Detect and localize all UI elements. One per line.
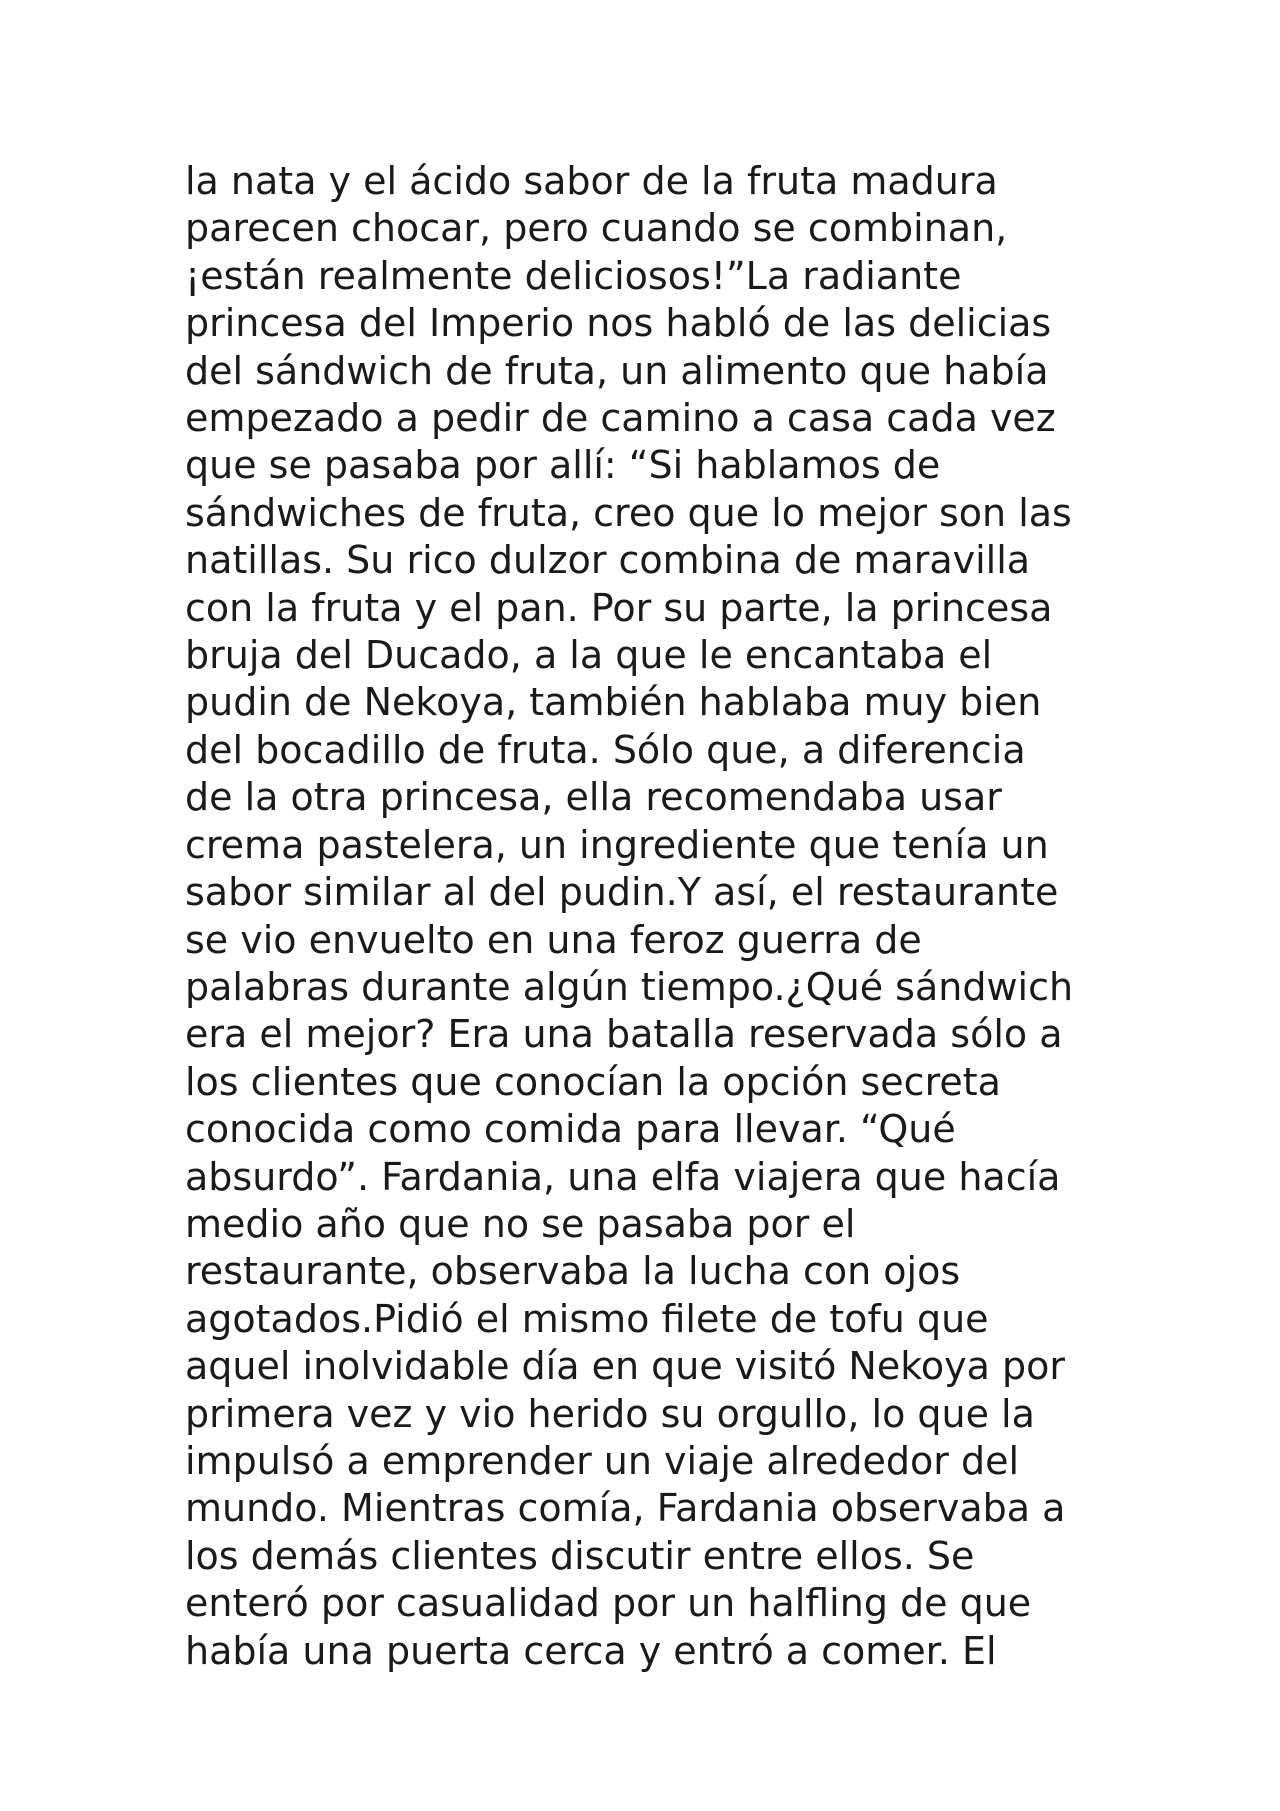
body-text (185, 158, 1185, 1675)
text-line: empezado a pedir de camino a casa cada vez (185, 396, 1056, 441)
text-line: del sándwich de fruta, un alimento que había (185, 348, 1049, 393)
text-line: conocida como comida para llevar. “Qué (185, 1107, 956, 1152)
text-line: restaurante, observaba la lucha con ojos (185, 1249, 961, 1294)
text-line: pudin de Nekoya, también hablaba muy bien (185, 680, 1042, 725)
text-line: había una puerta cerca y entró a comer. El (185, 1628, 997, 1673)
text-line: se vio envuelto en una feroz guerra de (185, 917, 922, 962)
text-line: primera vez y vio herido su orgullo, lo que la (185, 1391, 1035, 1436)
text-line: los demás clientes discutir entre ellos. Se (185, 1533, 975, 1578)
text-line: enteró por casualidad por un halfling de que (185, 1581, 1032, 1626)
text-line: bruja del Ducado, a la que le encantaba el (185, 633, 993, 678)
text-line: la nata y el ácido sabor de la fruta madura (185, 159, 998, 203)
text-line: absurdo”. Fardania, una elfa viajera que hacía (185, 1154, 1061, 1199)
text-line: medio año que no se pasaba por el (185, 1201, 856, 1246)
text-line: crema pastelera, un ingrediente que tenía un (185, 822, 1049, 867)
text-line: natillas. Su rico dulzor combina de maravilla (185, 538, 1031, 583)
text-line: agotados.Pidió el mismo filete de tofu que (185, 1296, 989, 1341)
text-line: impulsó a emprender un viaje alrededor del (185, 1438, 1020, 1483)
text-line: con la fruta y el pan. Por su parte, la princesa (185, 585, 1053, 630)
text-line: sándwiches de fruta, creo que lo mejor son las (185, 490, 1072, 535)
text-line: mundo. Mientras comía, Fardania observaba a (185, 1486, 1066, 1531)
text-line: los clientes que conocían la opción secreta (185, 1059, 1001, 1104)
text-line: de la otra princesa, ella recomendaba usar (185, 775, 1002, 820)
text-line: aquel inolvidable día en que visitó Nekoya por (185, 1344, 1065, 1389)
text-line: princesa del Imperio nos habló de las delicias (185, 301, 1052, 346)
text-line: del bocadillo de fruta. Sólo que, a diferencia (185, 727, 1026, 772)
text-line: ¡están realmente deliciosos!”La radiante (185, 253, 962, 298)
text-line: era el mejor? Era una batalla reservada sólo a (185, 1012, 1063, 1057)
text-line: sabor similar al del pudin.Y así, el restaurante (185, 870, 1059, 915)
text-line: que se pasaba por allí: “Si hablamos de (185, 443, 941, 488)
text-line: parecen chocar, pero cuando se combinan, (185, 206, 1008, 251)
text-line: palabras durante algún tiempo.¿Qué sándwich (185, 964, 1074, 1009)
